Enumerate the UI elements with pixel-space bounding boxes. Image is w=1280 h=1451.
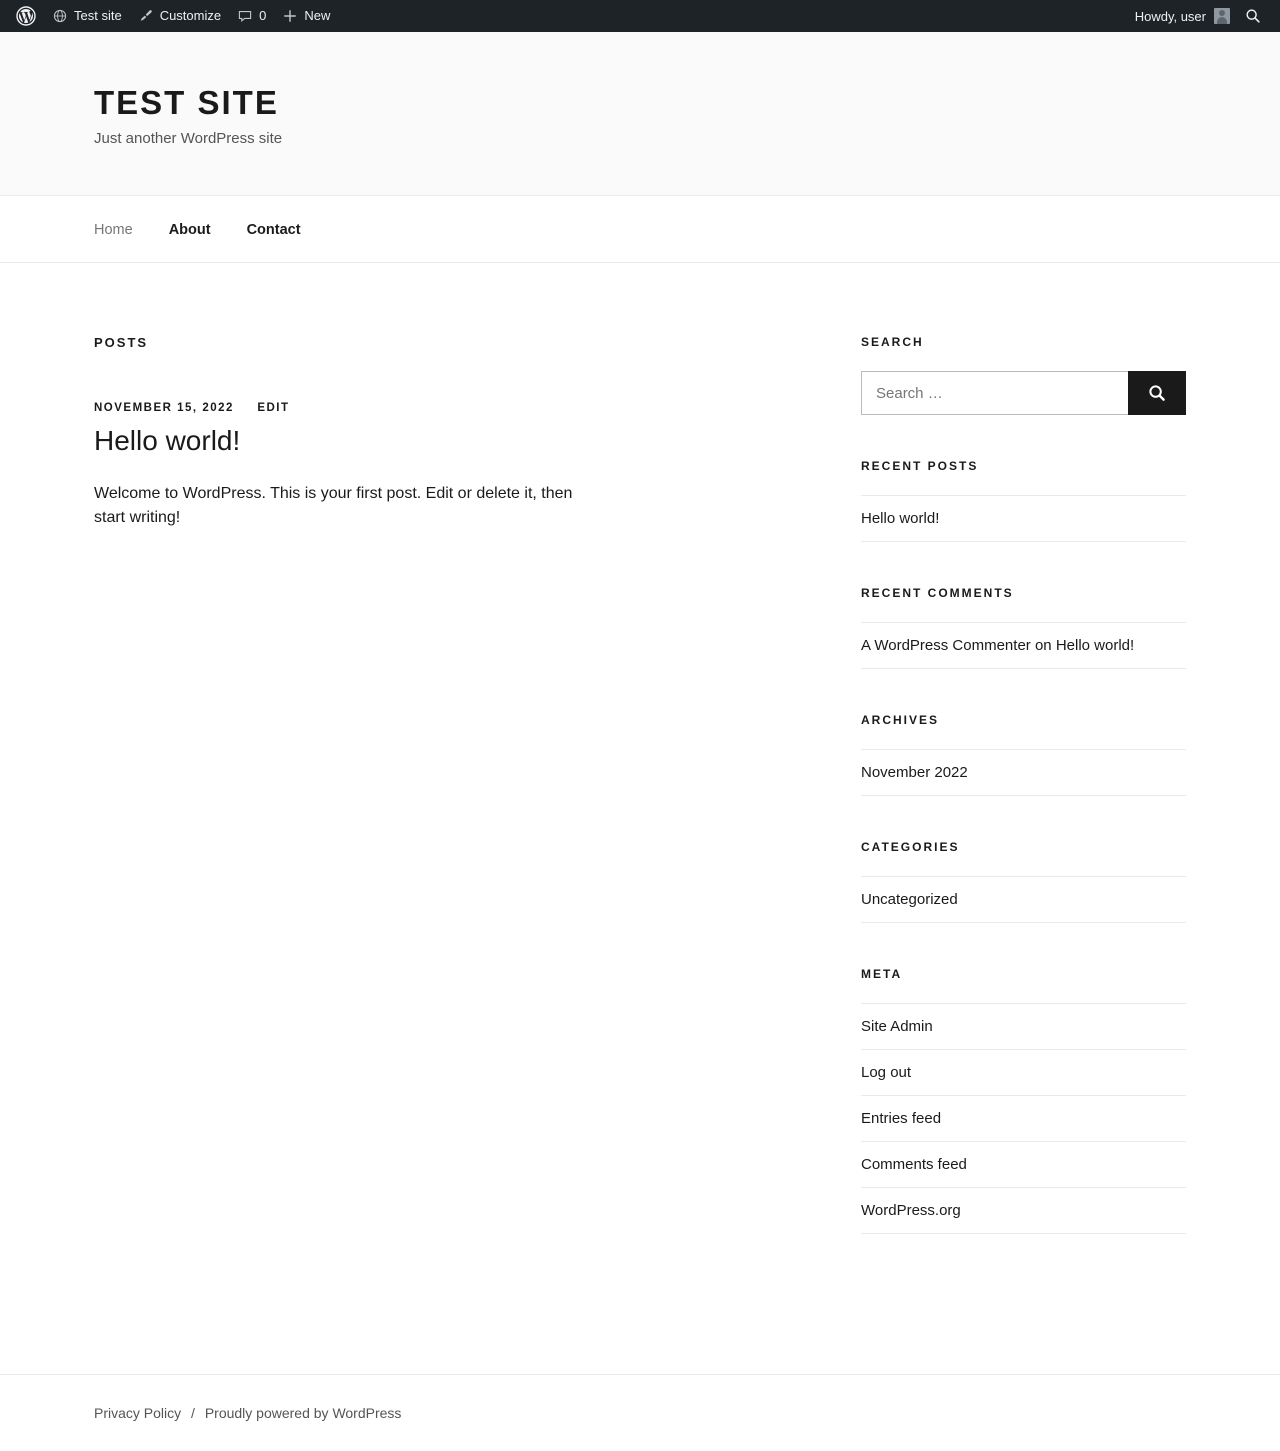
widget-meta-title: META bbox=[861, 967, 903, 981]
widget-categories-title: CATEGORIES bbox=[861, 840, 960, 854]
admin-bar-comments[interactable] bbox=[229, 0, 274, 32]
comment-author: A WordPress Commenter bbox=[861, 637, 1031, 654]
widget-recent-posts-title: RECENT POSTS bbox=[861, 459, 979, 473]
site-title[interactable]: TEST SITE bbox=[94, 84, 279, 121]
post-meta bbox=[94, 402, 674, 414]
meta-link-comments-feed[interactable]: Comments feed bbox=[861, 1156, 967, 1173]
nav-link-about[interactable]: About bbox=[168, 221, 211, 238]
footer-credit-link[interactable]: Proudly powered by WordPress bbox=[204, 1405, 402, 1421]
recent-posts-list bbox=[861, 495, 1186, 542]
post-date-link[interactable]: NOVEMBER 15, 2022 bbox=[94, 402, 234, 414]
list-item[interactable] bbox=[861, 877, 1186, 923]
widget-search bbox=[861, 335, 1186, 415]
avatar bbox=[1214, 8, 1230, 24]
admin-bar-site-name-label: Test site bbox=[74, 8, 122, 23]
archives-list bbox=[861, 749, 1186, 796]
site-header-inner bbox=[94, 84, 1186, 147]
comment-bubble-icon bbox=[237, 8, 253, 24]
search-icon bbox=[1244, 7, 1262, 25]
meta-link-log-out[interactable]: Log out bbox=[861, 1064, 912, 1081]
list-item[interactable] bbox=[861, 1188, 1186, 1234]
admin-bar-search-button[interactable] bbox=[1238, 0, 1272, 32]
post-content: Welcome to WordPress. This is your first post. Edit or delete it, then start writing! bbox=[94, 484, 573, 527]
widget-recent-posts bbox=[861, 459, 1186, 542]
admin-bar-howdy-label: Howdy, user bbox=[1134, 8, 1206, 24]
nav-item-contact[interactable] bbox=[247, 222, 301, 238]
nav-link-contact[interactable]: Contact bbox=[246, 221, 301, 238]
widget-recent-comments-title: RECENT COMMENTS bbox=[861, 586, 1014, 600]
meta-link-site-admin[interactable]: Site Admin bbox=[861, 1018, 933, 1035]
nav-link-home[interactable]: Home bbox=[94, 221, 133, 238]
admin-bar-new-label: New bbox=[304, 8, 331, 23]
meta-link-entries-feed[interactable]: Entries feed bbox=[861, 1110, 942, 1127]
site-footer bbox=[0, 1374, 1280, 1451]
admin-bar-customize[interactable] bbox=[130, 0, 229, 32]
posts-section-label: POSTS bbox=[94, 335, 149, 350]
list-item[interactable] bbox=[861, 1096, 1186, 1142]
widget-archives-title: ARCHIVES bbox=[861, 713, 940, 727]
content-area bbox=[94, 263, 1186, 1278]
widget-categories bbox=[861, 840, 1186, 923]
list-item[interactable] bbox=[861, 1142, 1186, 1188]
archive-link-november-2022[interactable]: November 2022 bbox=[861, 764, 968, 781]
widget-search-title: SEARCH bbox=[861, 335, 924, 349]
admin-bar-new[interactable] bbox=[274, 0, 338, 32]
plus-icon bbox=[282, 8, 298, 24]
post-title[interactable] bbox=[94, 424, 674, 458]
post-edit-link[interactable]: EDIT bbox=[257, 402, 290, 414]
post-title-text: Hello world! bbox=[94, 425, 241, 456]
widget-archives bbox=[861, 713, 1186, 796]
meta-link-wordpress-org[interactable]: WordPress.org bbox=[861, 1202, 961, 1219]
admin-bar bbox=[0, 0, 1280, 32]
list-item[interactable] bbox=[861, 1050, 1186, 1096]
comment-post-link[interactable]: Hello world! bbox=[1055, 637, 1135, 654]
list-item[interactable] bbox=[861, 750, 1186, 796]
footer-privacy-policy-link[interactable]: Privacy Policy bbox=[94, 1405, 182, 1421]
post-article bbox=[94, 402, 674, 531]
search-input[interactable] bbox=[862, 372, 1128, 414]
main-navigation bbox=[0, 196, 1280, 263]
category-link-uncategorized[interactable]: Uncategorized bbox=[861, 891, 958, 908]
nav-item-home[interactable] bbox=[94, 222, 133, 238]
admin-bar-right-group bbox=[1127, 0, 1272, 32]
footer-separator: / bbox=[191, 1405, 195, 1421]
admin-bar-comments-count: 0 bbox=[259, 8, 267, 23]
footer-inner bbox=[94, 1405, 1186, 1421]
site-header bbox=[0, 32, 1280, 196]
search-submit-button[interactable] bbox=[1128, 371, 1186, 415]
site-description: Just another WordPress site bbox=[94, 130, 283, 147]
admin-bar-customize-label: Customize bbox=[159, 8, 222, 23]
nav-list bbox=[94, 196, 1186, 263]
recent-comments-list bbox=[861, 622, 1186, 669]
meta-list bbox=[861, 1003, 1186, 1234]
list-item[interactable] bbox=[861, 1004, 1186, 1050]
categories-list bbox=[861, 876, 1186, 923]
widget-meta bbox=[861, 967, 1186, 1234]
admin-bar-site-name[interactable] bbox=[44, 0, 130, 32]
comment-on-word: on bbox=[1034, 637, 1052, 654]
wordpress-logo-button[interactable] bbox=[8, 0, 44, 32]
nav-item-about[interactable] bbox=[169, 222, 211, 238]
home-icon bbox=[52, 8, 68, 24]
primary-content bbox=[94, 335, 674, 531]
search-form bbox=[861, 371, 1186, 415]
search-icon bbox=[1147, 383, 1167, 403]
list-item[interactable] bbox=[861, 496, 1186, 542]
paintbrush-icon bbox=[138, 8, 154, 24]
admin-bar-my-account[interactable] bbox=[1127, 0, 1238, 32]
widget-recent-comments bbox=[861, 586, 1186, 669]
nav-inner bbox=[94, 196, 1186, 263]
wordpress-logo-icon bbox=[16, 6, 36, 26]
list-item[interactable] bbox=[861, 623, 1186, 669]
sidebar bbox=[861, 335, 1186, 1278]
recent-post-link[interactable]: Hello world! bbox=[861, 510, 940, 527]
